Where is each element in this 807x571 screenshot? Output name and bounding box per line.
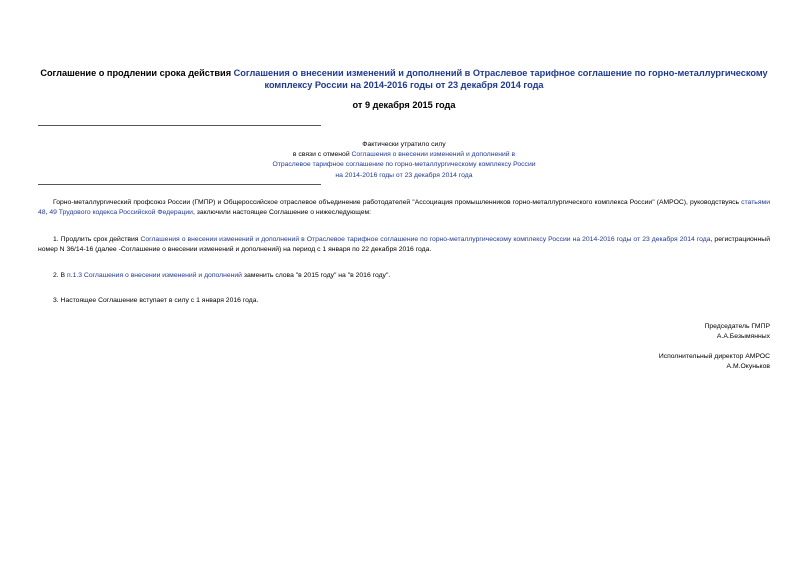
status-line-2-text: в связи с отменой [292, 151, 352, 159]
item-3-paragraph: 3. Настоящее Соглашение вступает в силу с 1 января 2016 года. [53, 297, 259, 305]
divider-bottom [38, 184, 321, 185]
signature-position: Председатель ГМПР [704, 323, 770, 330]
item-1-agreement-link[interactable]: Соглашения о внесении изменений и дополнений в Отраслевое тарифное соглашение по горно-металлургическому комплексу России на 2014-2016 годы от 23 декабря 2014 года [140, 235, 711, 243]
divider-top [38, 125, 321, 126]
title-prefix: Соглашение о продлении срока действия [40, 68, 234, 78]
item-1-text-a: 1. Продлить срок действия [53, 235, 141, 243]
item-2-paragraph [38, 271, 770, 281]
intro-paragraph [38, 198, 770, 219]
title-agreement-link[interactable]: Соглашения о внесении изменений и дополнений в Отраслевое тарифное соглашение по горно-металлургическому комплексу России на 2014-2016 годы от 23 декабря 2014 года [233, 68, 768, 90]
status-line-1: Фактически утратило силу [362, 141, 446, 148]
intro-text-a: Горно-металлургический профсоюз России (ГМПР) и Общероссийское отраслевое объединение работодателей "Ассоциация промышленников горно-металлургического комплекса России" (АМРОС), руководствуясь [53, 199, 742, 206]
signature-gmpr [705, 322, 770, 343]
item-1-paragraph [38, 235, 770, 256]
labor-code-link[interactable]: 49 Трудового кодекса Российской Федерации [49, 209, 193, 217]
status-link-part-1[interactable]: Соглашения о внесении изменений и дополнений в [351, 151, 516, 159]
article-48-link[interactable]: статьями 48 [38, 199, 770, 217]
status-line-2 [38, 150, 770, 160]
signature-name: А.М.Окуньков [726, 363, 770, 371]
item-2-text-a: 2. В [53, 271, 67, 279]
item-2-text-b: заменить слова "в 2015 году" на "в 2016 году". [241, 271, 391, 279]
status-link-part-2[interactable]: Отраслевое тарифное соглашение по горно-металлургическому комплексу России [272, 161, 536, 169]
signature-position: Исполнительный директор АМРОС [658, 353, 770, 360]
status-note [38, 140, 770, 181]
status-link-part-3[interactable]: на 2014-2016 годы от 23 декабря 2014 года [335, 171, 473, 179]
clause-1-3-link[interactable]: п.1.3 [66, 271, 83, 279]
signature-name: А.А.Безымянных [716, 333, 770, 341]
intro-text-b: , заключили настоящее Соглашение о нижеследующем: [192, 209, 372, 217]
signature-amros [659, 352, 770, 373]
item-1-text-b: , регистрационный номер N 36/14-16 (далее -Соглашение о внесении изменений и дополнений) на период с 1 января по 22 декабря 2016 года. [38, 235, 770, 254]
document-title [38, 67, 770, 91]
document-date: от 9 декабря 2015 года [352, 100, 456, 110]
intro-separator: , [45, 209, 50, 217]
document-body [38, 198, 770, 306]
item-2-agreement-link[interactable]: Соглашения о внесении изменений и дополнений [83, 271, 242, 279]
